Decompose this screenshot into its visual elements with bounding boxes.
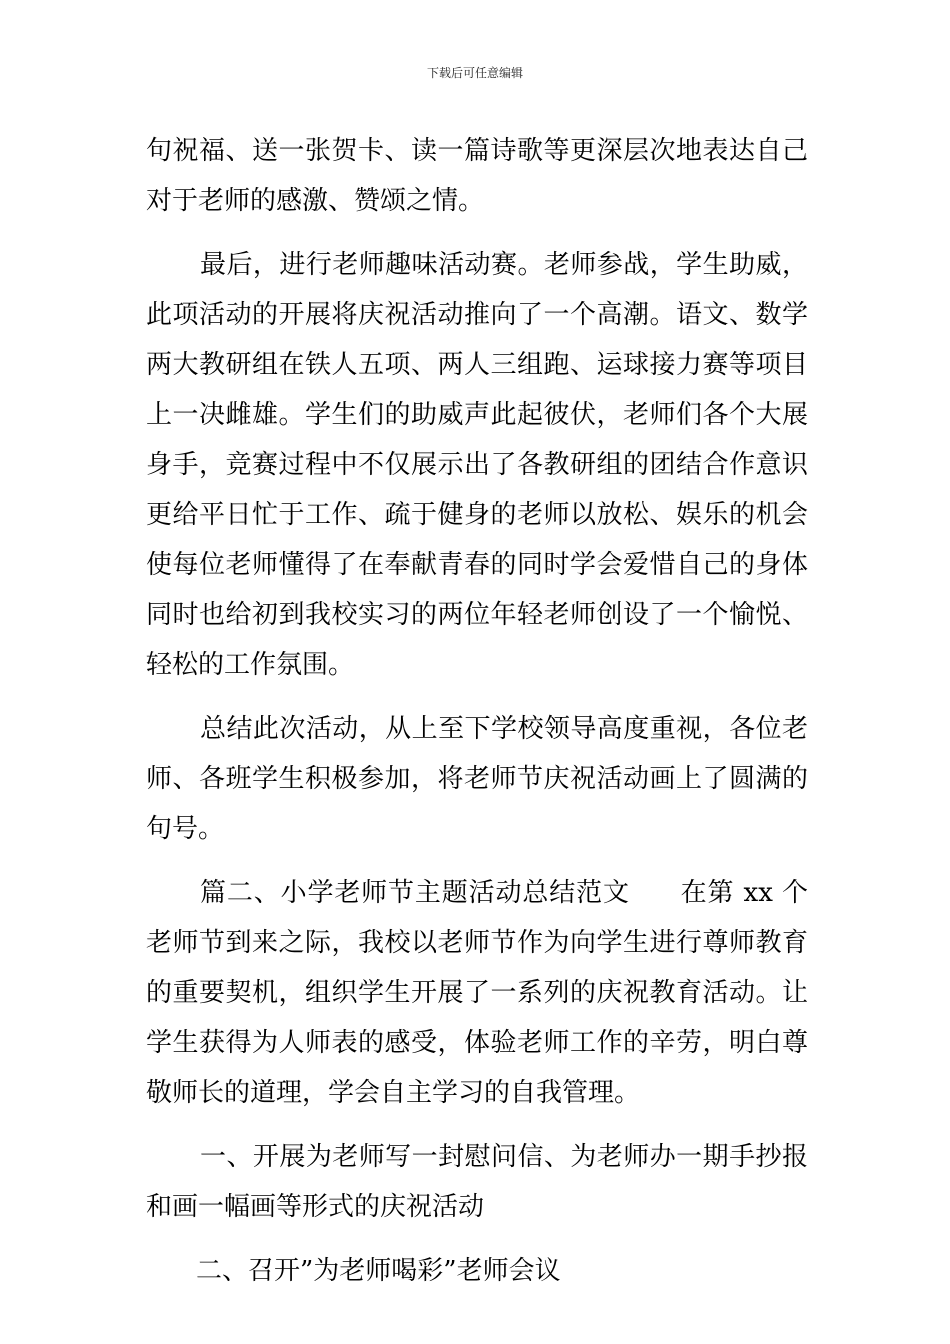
paragraph-blessing-continuation: 句祝福、送一张贺卡、读一篇诗歌等更深层次地表达自己对于老师的感激、赞颂之情。: [146, 136, 808, 216]
page-header: 下载后可任意编辑: [426, 66, 523, 80]
paragraph-teacher-activity-contest: 最后，进行老师趣味活动赛。老师参战，学生助威，此项活动的开展将庆祝活动推向了一个高潮。语文、数学两大教研组在铁人五项、两人三组跑、运球接力赛等项目上一决雌雄。学生们的助威声此起彼伏，老师们各个大展身手，竞赛过程中不仅展示出了各教研组的团结合作意识更给平日忙于工作、疏于健身的老师以放松、娱乐的机会使每位老师懂得了在奉献青春的同时学会爱惜自己的身体同时也给初到我校实习的两位年轻老师创设了一个愉悦、轻松的工作氛围。: [146, 250, 808, 680]
article-two-title: 篇二、小学老师节主题活动总结范文: [200, 878, 630, 908]
paragraph-item-two: 二、召开”为老师喝彩”老师会议: [196, 1256, 561, 1286]
article-two-body: 在第 xx 个老师节到来之际，我校以老师节作为向学生进行尊师教育的重要契机，组织学生开展了一系列的庆祝教育活动。让学生获得为人师表的感受，体验老师工作的辛劳，明白尊敬师长的道理，学会自主学习的自我管理。: [146, 878, 808, 1108]
document-body: [146, 126, 808, 1296]
paragraph-article-two: [146, 868, 808, 1118]
paragraph-item-one: 一、开展为老师写一封慰问信、为老师办一期手抄报和画一幅画等形式的庆祝活动: [146, 1142, 808, 1222]
paragraph-activity-summary: 总结此次活动，从上至下学校领导高度重视，各位老师、各班学生积极参加，将老师节庆祝活动画上了圆满的句号。: [146, 714, 808, 844]
